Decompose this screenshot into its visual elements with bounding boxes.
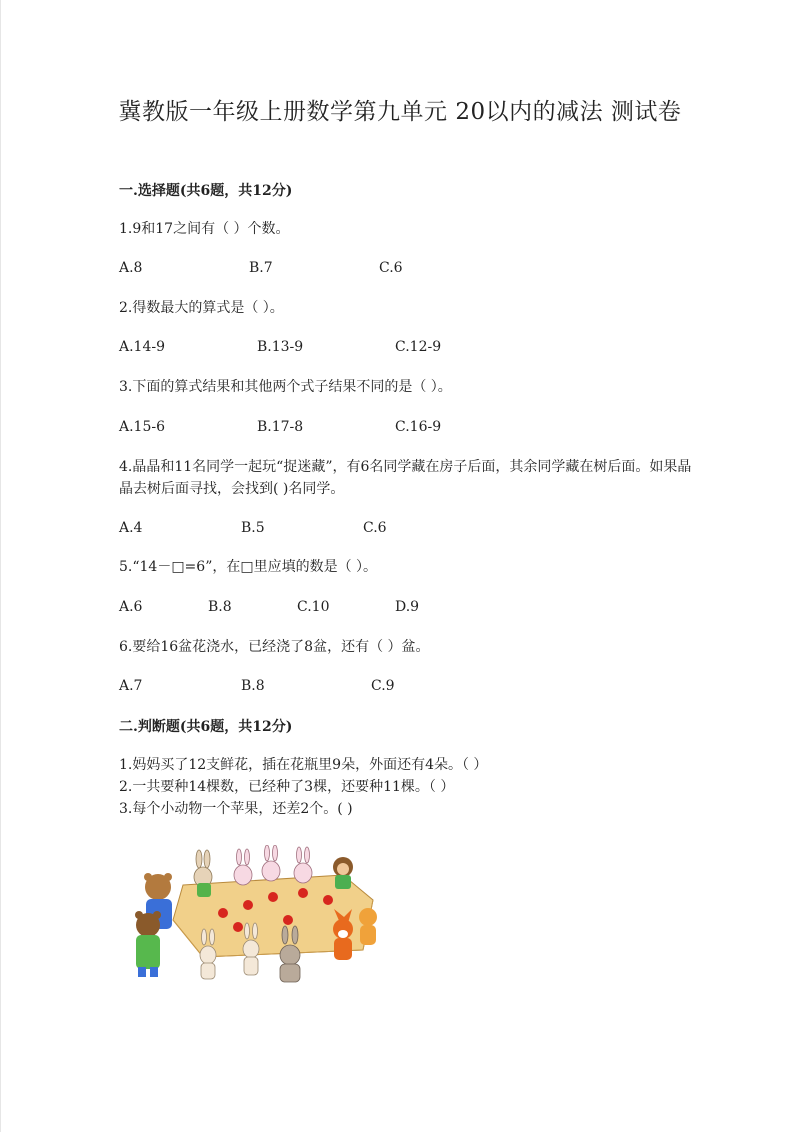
- judge-item-2: 2.一共要种14棵数，已经种了3棵，还要种11棵。（ ）: [119, 779, 455, 795]
- option-5b: B.8: [208, 599, 232, 615]
- page-edge: [0, 0, 1, 1132]
- question-1: 1.9和17之间有（ ）个数。: [119, 221, 290, 237]
- option-2a: A.14-9: [119, 339, 166, 355]
- option-5d: D.9: [395, 599, 420, 615]
- question-4: 4.晶晶和11名同学一起玩“捉迷藏”，有6名同学藏在房子后面，其余同学藏在树后面。如果晶晶去树后面寻找，会找到( )名同学。: [119, 459, 692, 497]
- option-1a: A.8: [119, 260, 143, 276]
- option-6b: B.8: [241, 678, 265, 694]
- question-2: 2.得数最大的算式是（ ）。: [119, 300, 284, 316]
- option-1b: B.7: [249, 260, 273, 276]
- question-3: 3.下面的算式结果和其他两个式子结果不同的是（ ）。: [119, 379, 452, 395]
- question-5: 5.“14－□=6”，在□里应填的数是（ ）。: [119, 559, 378, 575]
- judge-item-3: 3.每个小动物一个苹果，还差2个。( ): [119, 801, 353, 817]
- option-3b: B.17-8: [257, 419, 304, 435]
- option-3c: C.16-9: [395, 419, 442, 435]
- judge-item-1: 1.妈妈买了12支鲜花，插在花瓶里9朵，外面还有4朵。（ ）: [119, 757, 488, 773]
- option-4b: B.5: [241, 520, 265, 536]
- option-6a: A.7: [119, 678, 143, 694]
- option-4c: C.6: [363, 520, 387, 536]
- section-heading-judge: 二.判断题(共6题，共12分): [119, 719, 293, 735]
- question-6: 6.要给16盆花浇水，已经浇了8盆，还有（ ）盆。: [119, 639, 430, 655]
- animals-at-table-illustration: [128, 845, 390, 985]
- option-4a: A.4: [119, 520, 143, 536]
- option-6c: C.9: [371, 678, 395, 694]
- option-3a: A.15-6: [119, 419, 166, 435]
- option-2c: C.12-9: [395, 339, 442, 355]
- option-5c: C.10: [297, 599, 330, 615]
- option-2b: B.13-9: [257, 339, 304, 355]
- section-heading-choice: 一.选择题(共6题，共12分): [119, 183, 293, 199]
- page-title: 冀教版一年级上册数学第九单元 20以内的减法 测试卷: [118, 99, 682, 125]
- option-1c: C.6: [379, 260, 403, 276]
- option-5a: A.6: [119, 599, 143, 615]
